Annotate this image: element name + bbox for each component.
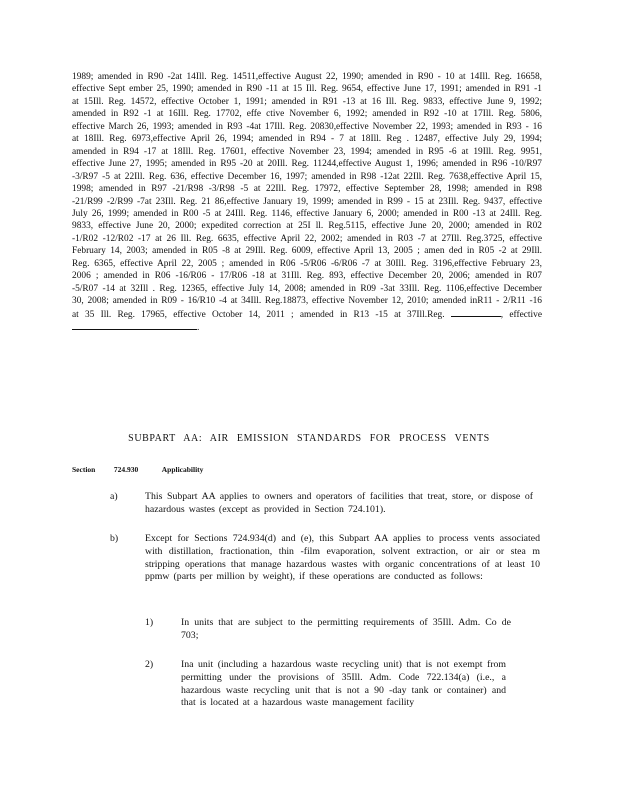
subparagraph-2-marker: 2) — [145, 659, 154, 670]
history-tail: effective — [509, 309, 542, 320]
subparagraph-1-marker: 1) — [145, 617, 154, 628]
section-number: 724.930 — [113, 465, 139, 474]
section-heading — [72, 465, 203, 474]
history-text: 1989; amended in R90 -2at 14Ill. Reg. 14511,effective August 22, 1990; amended in R90 - 10 at 14Ill. Reg. 16658, effective Sept ember 25, 1990; amended in R90 -11 at 15 Ill. Reg. 9654, effective June 17, 1991; amended in R91 -1 at 15Ill. Reg. 14572, effective October 1, 1991; amended in R91 -13 at 16 Ill. Reg. 9833, effective June 9, 1992; amended in R92 -1 at 16Ill. Reg. 17702, effe ctive November 6, 1992; amended in R92 -10 at 17Ill. Reg. 5806, effective March 26, 1993; amended in R93 -4at 17Ill. Reg. 20830,effective November 22, 1993; amended in R93 - 16 at 18Ill. Reg. 6973,effective April 26, 1994; amended in R94 - 7 at 18Ill. Reg . 12487, effective July 29, 1994; amended in R94 -17 at 18Ill. Reg. 17601, effective November 23, 1994; amended in R95 -6 at 19Ill. Reg. 9951, effective June 27, 1995; amended in R95 -20 at 20Ill. Reg. 11244,effective August 1, 1996; amended in R96 -10/R97 -3/R97 -5 at 22Ill. Reg. 636, effective December 16, 1997; amended in R98 -12at 22Ill. Reg. 7638,effective April 15, 1998; amended in R97 -21/R98 -3/R98 -5 at 22Ill. Reg. 17972, effective September 28, 1998; amended in R98 -21/R99 -2/R99 -7at 23Ill. Reg. 21 86,effective January 19, 1999; amended in R99 - 15 at 23Ill. Reg. 9437, effective July 26, 1999; amended in R00 -5 at 24Ill. Reg. 1146, effective January 6, 2000; amended in R00 -13 at 24Ill. Reg. 9833, effective June 20, 2000; expedited correction at 25I ll. Reg.5115, effective June 20, 2000; amended in R02 -1/R02 -12/R02 -17 at 26 Ill. Reg. 6635, effective April 22, 2002; amended in R03 -7 at 27Ill. Reg.3725, effective February 14, 2003; amended in R05 -8 at 29Ill. Reg. 6009, effective April 13, 2005 ; amen ded in R05 -2 at 29Ill. Reg. 6365, effective April 22, 2005 ; amended in R06 -5/R06 -6/R06 -7 at 30Ill. Reg. 3196,effective February 23, 2006 ; amended in R06 -16/R06 - 17/R06 -18 at 31Ill. Reg. 893, effective December 20, 2006; amended in R07 -5/R07 -14 at 32Ill . Reg. 12365, effective July 14, 2008; amended in R09 -3at 33Ill. Reg. 1106,effective December 30, 2008; amended in R09 - 16/R10 -4 at 34Ill. Reg.18873, effective November 12, 2010; amended inR11 - 2/R11 -16 at 35 Ill. Reg. 17965, effective October 14, 2011 ; amended in R13 -15 at 37Ill.Reg. — [72, 72, 542, 320]
history-note: 1989; amended in R90 -2at 14Ill. Reg. 14511,effective August 22, 1990; amended in R90 - 10 at 14Ill. Reg. 16658, effective Sept ember 25, 1990; amended in R90 -11 at 15 Ill. Reg. 9654, effective June 17, 1991; amended in R91 -1 at 15Ill. Reg. 14572, effective October 1, 1991; amended in R91 -13 at 16 Ill. Reg. 9833, effective June 9, 1992; amended in R92 -1 at 16Ill. Reg. 17702, effe ctive November 6, 1992; amended in R92 -10 at 17Ill. Reg. 5806, effective March 26, 1993; amended in R93 -4at 17Ill. Reg. 20830,effective November 22, 1993; amended in R93 - 16 at 18Ill. Reg. 6973,effective April 26, 1994; amended in R94 - 7 at 18Ill. Reg . 12487, effective July 29, 1994; amended in R94 -17 at 18Ill. Reg. 17601, effective November 23, 1994; amended in R95 -6 at 19Ill. Reg. 9951, effective June 27, 1995; amended in R95 -20 at 20Ill. Reg. 11244,effective August 1, 1996; amended in R96 -10/R97 -3/R97 -5 at 22Ill. Reg. 636, effective December 16, 1997; amended in R98 -12at 22Ill. Reg. 7638,effective April 15, 1998; amended in R97 -21/R98 -3/R98 -5 at 22Ill. Reg. 17972, effective September 28, 1998; amended in R98 -21/R99 -2/R99 -7at 23Ill. Reg. 21 86,effective January 19, 1999; amended in R99 - 15 at 23Ill. Reg. 9437, effective July 26, 1999; amended in R00 -5 at 24Ill. Reg. 1146, effective January 6, 2000; amended in R00 -13 at 24Ill. Reg. 9833, effective June 20, 2000; expedited correction at 25I ll. Reg.5115, effective June 20, 2000; amended in R02 -1/R02 -12/R02 -17 at 26 Ill. Reg. 6635, effective April 22, 2002; amended in R03 -7 at 27Ill. Reg.3725, effective February 14, 2003; amended in R05 -8 at 29Ill. Reg. 6009, effective April 13, 2005 ; amen ded in R05 -2 at 29Ill. Reg. 6365, effective April 22, 2005 ; amended in R06 -5/R06 -6/R06 -7 at 30Ill. Reg. 3196,effective February 23, 2006 ; amended in R06 -16/R06 - 17/R06 -18 at 31Ill. Reg. 893, effective December 20, 2006; amended in R07 -5/R07 -14 at 32Ill . Reg. 12365, effective July 14, 2008; amended in R09 -3at 33Ill. Reg. 1106,effective December 30, 2008; amended in R09 - 16/R10 -4 at 34Ill. Reg.18873, effective November 12, 2010; amended inR11 - 2/R11 -16 at 35 Ill. Reg. 17965, effective October 14, 2011 ; amended in R13 -15 at 37Ill.Reg. , effective . — [72, 72, 542, 334]
paragraph-a-marker: a) — [110, 491, 118, 502]
paragraph-b-marker: b) — [110, 533, 119, 544]
subparagraph-1-text: In units that are subject to the permitting requirements of 35Ill. Adm. Co de 703; — [181, 617, 511, 641]
subpart-heading: SUBPART AA: AIR EMISSION STANDARDS FOR PROCESS VENTS — [128, 433, 490, 444]
blank-line-long — [72, 321, 197, 330]
blank-line — [451, 308, 501, 317]
section-label: Section — [72, 465, 96, 474]
paragraph-b-text: Except for Sections 724.934(d) and (e), this Subpart AA applies to process vents associated with distillation, fractionation, thin -film evaporation, solvent extraction, or air or stea m stripping operations that manage hazardous wastes with organic concentrations of at least 10 ppmw (parts per million by weight), if these operations are conducted as follows: — [145, 533, 540, 583]
paragraph-a-text: This Subpart AA applies to owners and operators of facilities that treat, store, or dispose of hazardous wastes (except as provided in Section 724.101). — [145, 491, 533, 515]
subparagraph-2-text: Ina unit (including a hazardous waste recycling unit) that is not exempt from permitting under the provisions of 35Ill. Adm. Code 722.134(a) (i.e., a hazardous waste recycling unit that is not a 90 -day tank or container) and that is located at a hazardous waste management facility — [181, 659, 506, 709]
section-title: Applicability — [161, 465, 204, 474]
